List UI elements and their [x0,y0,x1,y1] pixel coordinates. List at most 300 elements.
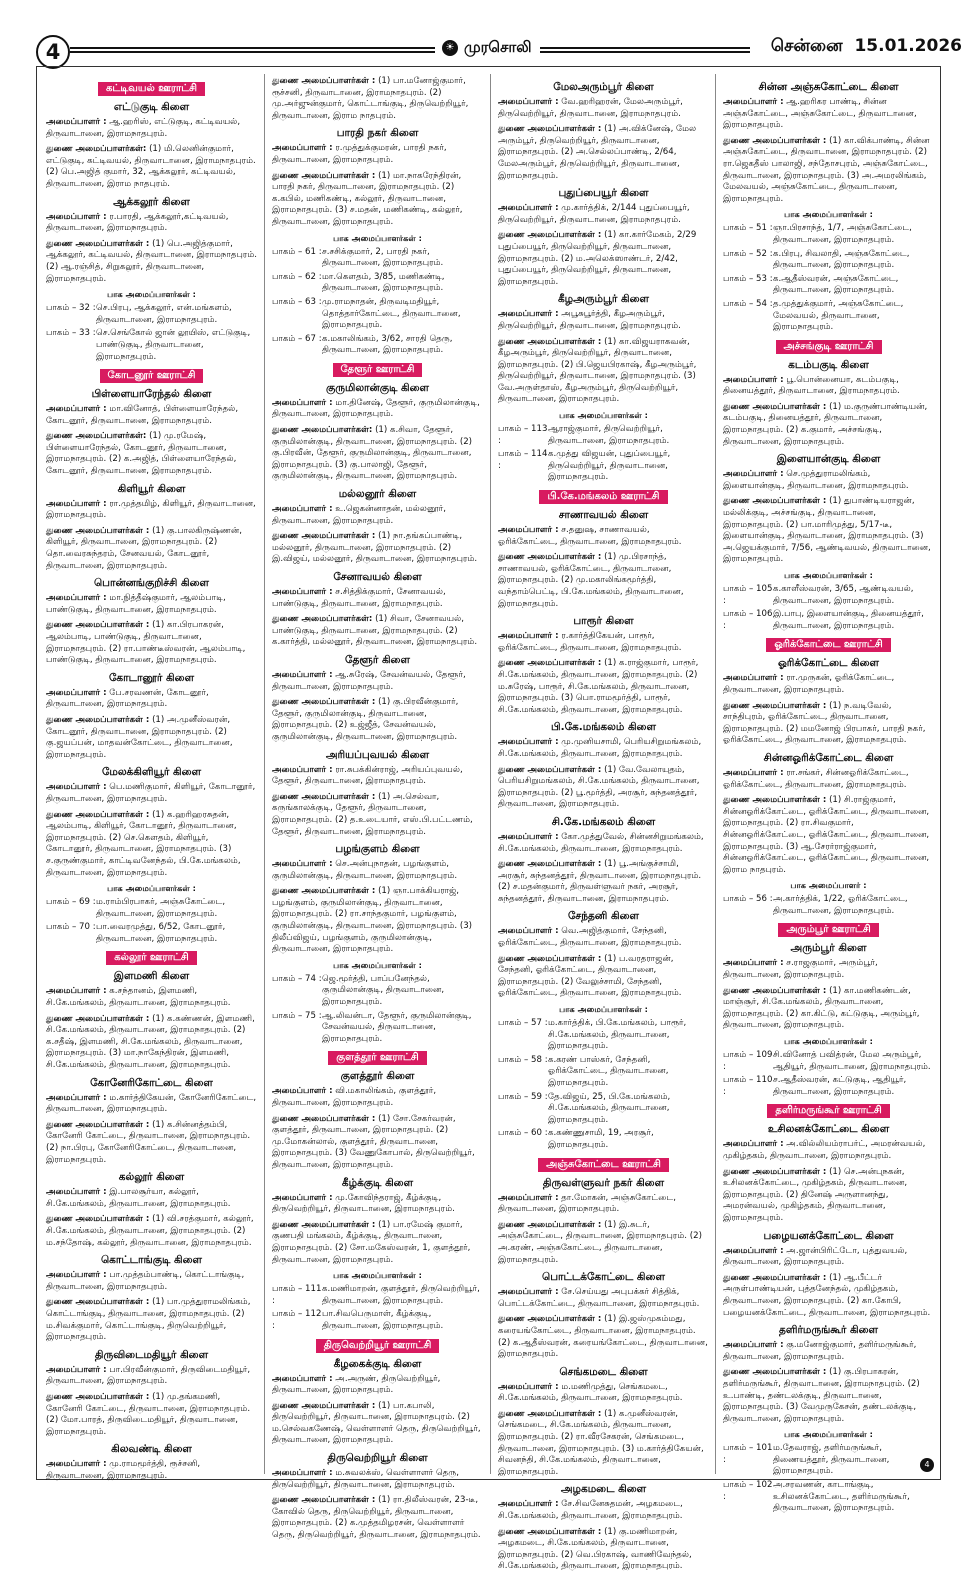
booth-entry [272,297,483,332]
role-label: அமைப்பாளர் : [498,97,559,107]
organiser-details: (1) க.கண்ணன், இளமணி, சி.கே.மங்கலம், திருவாடானை, இராமநாதபுரம். (2) க.சதீஷ், இளமணி, சி.கே.மங்கலம், திருவாடானை, இராமநாதபுரம். (3) மா.நாகேந்திரன், இளமணி, சி.கே.மங்கலம், திருவாடானை, இராமநாதபுரம். [46,1013,255,1071]
organiser-entry [46,239,257,285]
booth-number: பாகம் – 101 : [723,1443,773,1465]
organiser-entry [723,958,934,981]
organiser-details: (1) க.ராஜ்குமார், பாரூர், சி.கே.மங்கலம், திருவாடானை, இராமநாதபுரம். (2) ம.சுரேஷ், பாரூர், சி.கே.மங்கலம், திருவாடானை, இராமநாதபுரம். (3) பொ.ராமமூர்த்தி, பாரூர், சி.கே.மங்கலம், திருவாடானை, இராமநாதபுரம். [498,658,699,715]
booth-number: பாகம் – 59 : [498,1091,548,1102]
organiser-details: ஆ.சுரேஷ், சேவன்வயல், தேளூர், திருவாடானை, இராமநாதபுரம். [272,669,466,692]
booth-number: பாகம் – 32 : [46,303,96,314]
booth-number: பாகம் – 53 : [723,273,773,284]
role-label: அமைப்பாளர் : [46,1364,107,1375]
role-label: அமைப்பாளர் : [723,97,784,107]
branch-heading: பொன்னங்குறிச்சி கிளை [93,577,210,590]
organiser-entry [272,587,483,610]
role-label: அமைப்பாளர் : [723,767,784,778]
branch-heading: திருவள்ளுவர் நகர் கிளை [542,1176,665,1189]
organiser-details: (1) பா.கபாலி, திருவெற்றியூர், திருவாடானை, இராமநாதபுரம். (2) ம.செல்வகணேஷ், வெள்ளாளர் தெரு, திருவெற்றியூர், திருவாடானை, இராமநாதபுரம். [272,1400,481,1446]
role-label: துணை அமைப்பாளர்கள் : [46,1391,150,1402]
role-label: அமைப்பாளர் : [272,859,333,870]
organiser-details: ஆ.ஹரிகர பாண்டி, சின்ன அஞ்சுகோட்டை, அஞ்சுகோட்டை, திருவாடானை, இராமநாதபுரம். [723,97,917,131]
booth-organiser: ச.சசிக்குமார், 2, பாரதி நகர், திருவாடானை, இராமநாதபுரம். [322,246,444,269]
booth-entry [723,299,934,334]
role-label: அமைப்பாளர் : [272,143,333,154]
booth-entry [498,424,709,447]
organiser-entry [46,1187,257,1210]
booth-organiser: த.முத்துக்குமார், அஞ்சுகோட்டை, மேலவயல், திருவாடானை, இராமநாதபுரம். [773,298,904,333]
booth-number: பாகம் – 112 : [272,1309,322,1331]
branch-heading: பழங்குளம் கிளை [335,843,420,856]
organiser-entry [272,859,483,882]
organiser-entry [46,404,257,427]
role-label: அமைப்பாளர் : [723,469,784,480]
booth-organiser: ம.கார்த்திக், பி.கே.மங்கலம், பாரூர், சி.கே.மங்கலம், திருவாடானை, இராமநாதபுரம். [548,1018,687,1052]
organiser-details: வெ.அஜித்குமார், சேந்தனி, ஓரிக்கோட்டை, திருவாடானை, இராமநாதபுரம். [498,926,682,949]
organiser-entry [498,1287,709,1310]
booth-organisers-heading: பாக அமைப்பாளர்கள் : [333,232,422,243]
booth-organisers-heading: பாக அமைப்பாளர்கள் : [333,959,422,970]
role-label: துணை அமைப்பாளர்கள் : [46,1119,150,1130]
booth-entry [272,1309,483,1332]
paper-name: முரசொலி [464,38,532,56]
organiser-entry [46,499,257,522]
organiser-entry [272,765,483,788]
role-label: அமைப்பாளர் : [498,525,559,536]
organiser-details: (1) பா.ரமேஷ் குமார், குணபதி மங்கலம், கீழ்க்குடி, திருவாடானை, இராமநாதபுரம். (2) சோ.மகேஸ்வரன், 1, குளத்தூர், திருவாடானை, இராமநாதபுரம். [272,1219,471,1265]
role-label: துணை அமைப்பாளர்கள் : [272,1400,376,1411]
booth-entry [272,272,483,295]
role-label: துணை அமைப்பாளர்கள் : [498,764,602,775]
role-label: அமைப்பாளர் : [46,211,107,222]
role-label: அமைப்பாளர் : [46,1270,107,1281]
branch-heading: செங்கமடை கிளை [559,1365,648,1378]
organiser-details: பே.சரவணன், கோடனூர், திருவாடானை, இராமநாதபுரம். [46,687,209,710]
booth-entry [272,247,483,270]
organiser-details: (1) மு.தங்கமணி, கோனேரி கோட்டை, திருவாடானை, இராமநாதபுரம். (2) மோ.பாரத், திருவிடைமதியூர், திருவாடானை, இராமநாதபுரம். [46,1391,251,1437]
branch-heading: பாரூர் கிளை [573,615,634,628]
booth-organisers-heading: பாக அமைப்பாளர்கள் : [784,1036,873,1047]
role-label: துணை அமைப்பாளர்கள் : [272,791,376,802]
organiser-details: (1) க.ஹரிஹரசுதன், ஆலம்பாடி, கிளியூர், கோடானூர், திருவாடானை, இராமநாதபுரம். (2) செ.கௌதம், கிளியூர், கோடானூர், திருவாடானை, இராமநாதபுரம். (3) ச.குருண்குமார், காட்டிவனேந்தல், பி.கே.மங்கலம், திருவாடானை, இராமநாதபுரம். [46,809,241,878]
organiser-details: (1) க.சின்னத்தம்பி, கோனேரி கோட்டை, திருவாடானை, இராமநாதபுரம். (2) நா.பிரபு, கோனேரிகோட்டை, திருவாடானை, இராமநாதபுரம். [46,1119,251,1165]
role-label: அமைப்பாளர் : [723,374,784,385]
role-label: துணை அமைப்பாளர்கள் : [272,531,376,542]
booth-organisers-heading: பாக அமைப்பாளர்கள் : [107,883,196,894]
booth-number: பாகம் – 74 : [272,973,322,984]
booth-organiser: செ.செங்கோல் ஜான் லூயிஸ், எட்டுகுடி, பாண்டுகுடி, திருவாடானை, இராமநாதபுரம். [96,328,251,362]
role-label: அமைப்பாளர் : [272,504,333,515]
organiser-details: (1) மு.பிரசாந்த், சாணாவயல், ஓரிக்கோட்டை, திருவாடானை, இராமநாதபுரம். (2) மு.மகாலிங்கமூர்த்தி, வந்தாம்பெட்டி, பி.கே.மங்கலம், திருவாடானை, இராமநாதபுரம். [498,552,684,609]
role-label: அமைப்பாளர் : [272,397,333,408]
booth-number: பாகம் – 61 : [272,246,322,257]
organiser-entry [723,673,934,696]
booth-organiser: க.கரண் பாஸ்கர், சேந்தனி, ஓரிக்கோட்டை, திருவாடானை, இராமநாதபுரம். [548,1054,669,1088]
booth-organiser: பா.வைரமுத்து, 6/52, கோடனூர், திருவாடானை, இராமநாதபுரம். [96,922,226,944]
organiser-entry [272,76,483,122]
organiser-details: ம.மணிமுத்து, செங்கமடை, சி.கே.மங்கலம், திருவாடானை, இராமநாதபுரம். [498,1381,683,1404]
organiser-details: (1) கு.பிரவீன்குமார், தேளூர், குருமிலான்குடி, திருவாடானை, இராமநாதபுரம். (2) உஜ்ஜீத், சேவன்வயல், குருமிலான்குடி, திருவாடானை, இராமநாதபுரம். [272,697,459,742]
organiser-details: (1) இ.ஜஸ்முகம்மது, கரையங்கோட்டை, திருவாடானை, இராமநாதபுரம். (2) க.ஆதீஸ்வரன், கரையங்கோட்டை, திருவாடானை, இராமநாதபுரம். [498,1314,708,1360]
role-label: துணை அமைப்பாளர்கள் : [498,658,602,669]
booth-entry [46,328,257,363]
organiser-details: (1) கு.மணிமாறன், அழகமடை, சி.கே.மங்கலம், திருவாடானை, இராமநாதபுரம். (2) வெ.பிரகாஷ், வாணிவேந்தல், சி.கே.மங்கலம், திருவாடானை, இராமநாதபுரம். [498,1526,692,1572]
role-label: துணை அமைப்பாளர்கள் : [272,886,376,897]
organiser-entry [272,886,483,956]
organiser-entry [46,1392,257,1438]
role-label: துணை அமைப்பாளர்கள் : [723,795,827,806]
branch-heading: இளையான்குடி கிளை [776,453,881,466]
role-label: துணை அமைப்பாளர்கள் : [498,859,602,870]
organiser-entry [272,1220,483,1266]
organiser-entry [498,658,709,716]
booth-entry [723,894,934,917]
role-label: துணை அமைப்பாளர்கள் : [272,76,376,86]
organiser-details: ரா.முருகன், ஓரிக்கோட்டை, திருவாடானை, இராமநாதபுரம். [723,673,895,695]
branch-heading: சாணாவயல் கிளை [558,509,649,522]
branch-heading: மேலக்கிளியூர் கிளை [101,766,202,779]
role-label: அமைப்பாளர் : [272,1086,333,1097]
booth-number: பாகம் – 69 : [46,897,96,908]
organiser-details: (1) ம.குருண்பாண்டியன், கடம்பகுடி, தினையத்தூர், திருவாடானை, இராமநாதபுரம். (2) க.குமார், அச்சங்குடி, திருவாடானை, இராமநாதபுரம். [723,401,928,447]
organiser-details: பா.முத்தம்பாண்டி, கொட்டாங்குடி, திருவாடானை, இராமநாதபுரம். [46,1270,245,1292]
role-label: துணை அமைப்பாளர்கள் : [46,714,150,725]
branch-heading: கோடானூர் கிளை [108,671,195,684]
booth-number: பாகம் – 60 : [498,1128,548,1139]
role-label: அமைப்பாளர் : [46,986,107,997]
role-label: துணை அமைப்பாளர்கள் : [498,1408,602,1419]
organiser-entry [723,1273,934,1319]
header-rule-right [540,47,750,53]
organiser-details: மா.வினோத், பிள்ளையாரேந்தல், கோடனூர், திருவாடானை, இராமநாதபுரம். [46,404,239,426]
organiser-entry [723,136,934,206]
organiser-details: ஆ.ஹரிஸ், எட்டுகுடி, கட்டிவயல், திருவாடானை, இராமநாதபுரம். [46,117,241,139]
organiser-entry [272,398,483,421]
organiser-details: (1) வே.வேலாயுதம், பெரியசிறுமங்கலம், சி.கே.மங்கலம், திருவாடானை, இராமநாதபுரம். (2) பூ.மூர்த்தி, அரசூர், சுந்தனத்தூர், திருவாடானை, இராமநாதபுரம். [498,764,700,810]
organiser-details: (1) வி.சரத்குமார், கல்லூர், சி.கே.மங்கலம், திருவாடானை, இராமநாதபுரம். (2) ம.சந்தோஷ், கல்லூர், திருவாடானை, இராமநாதபுரம். [46,1214,254,1248]
booth-organiser: ஆராஜ்குமார், திருவெற்றியூர், திருவாடானை, இராமநாதபுரம். [548,424,670,446]
branch-heading: கிளியூர் கிளை [117,482,186,495]
footer-page-mark: 4 [920,1458,934,1472]
organiser-entry [498,737,709,760]
column-divider [264,74,265,1474]
booth-entry [723,249,934,272]
edition-date [771,36,962,58]
booth-entry [723,1050,934,1073]
organiser-entry [46,1014,257,1072]
booth-entry [46,303,257,326]
booth-organiser: க.முத்து விஜயன், புதுப்பையூர், திருவெற்றியூர், திருவாடானை, இராமநாதபுரம். [548,449,671,483]
organiser-entry [498,1409,709,1479]
booth-organiser: ஞா.பிரசாந்த், 1/7, அஞ்சுகோட்டை, திருவாடானை, இராமநாதபுரம். [773,223,912,245]
organiser-details: (1) கு.பிரபாகரன், தளிர்மருங்கூர், திருவாடானை, இராமநாதபுரம். (2) உ.பாண்டி, தண்டலக்குடி, திருவாடானை, இராமநாதபுரம். (3) வேமுருகேசன், தண்டலக்குடி, திருவாடானை, இராமநாதபுரம். [723,1367,920,1424]
organiser-entry [46,1214,257,1249]
organiser-entry [46,688,257,711]
booth-entry [723,1443,934,1478]
role-label: துணை அமைப்பாளர்கள் : [46,1013,150,1024]
booth-entry [498,1128,709,1151]
organiser-details: ம.கார்த்திகேயன், கோனேரிகோட்டை, திருவாடானை, இராமநாதபுரம். [46,1092,257,1115]
branch-heading: இளமணி கிளை [113,970,190,983]
organiser-details: (1) அ.செல்வா, கருங்காலக்குடி, தேளூர், திருவாடானை, இராமநாதபுரம். (2) த.உடையார், எஸ்.பி.பட்டணம், தேளூர், திருவாடானை, இராமநாதபுரம். [272,791,473,837]
role-label: துணை அமைப்பாளர்கள் : [272,170,376,181]
organiser-entry [46,117,257,140]
organiser-entry [723,469,934,492]
organiser-entry [272,614,483,649]
organiser-entry [723,768,934,791]
branch-heading: உசிலனக்கோட்டை கிளை [767,1123,890,1136]
booth-organiser: க.கண்ணுசாமி, 19, அரசூர், இராமநாதபுரம். [548,1128,654,1150]
booth-organiser: சி.வினோத் பவித்ரன், மேல அரும்பூர், ஆதியூர், திருவாடானை, இராமநாதபுரம். [773,1050,931,1072]
branch-heading: திருவிடைமதியூர் கிளை [94,1348,209,1361]
role-label: அமைப்பாளர் : [498,926,559,937]
booth-number: பாகம் – 102 : [723,1480,773,1502]
booth-entry [723,1075,934,1098]
role-label: துணை அமைப்பாளர்கள் : [46,620,150,631]
branch-heading: மேலஅரும்பூர் கிளை [553,81,654,93]
organiser-details: பா.பிரவீன்குமார், திருவிடைமதியூர், திருவாடானை, இராமநாதபுரம். [46,1364,251,1387]
organiser-details: (1) செ.அன்புநகன், உசிலனக்கோட்டை, முகிழ்தகம், திருவாடானை, இராமநாதபுரம். (2) தினேஷ் அருளானந்து, அமரன்வயல், முகிழ்தகம், திருவாடானை, இராமநாதபுரம். [723,1166,908,1223]
organiser-details: ரா.சங்கர், சின்னஓரிக்கோட்டை, ஓரிக்கோட்டை, திருவாடானை, இராமநாதபுரம். [723,767,909,790]
role-label: அமைப்பாளர் : [723,1139,784,1150]
organiser-entry [46,620,257,666]
branch-heading: சின்னஓரிக்கோட்டை கிளை [763,751,894,764]
booth-organiser: க.பிரபு, சிவலாதி, அஞ்சுகோட்டை, திருவாடானை, இராமநாதபுரம். [773,248,910,271]
organiser-entry [46,593,257,616]
organiser-entry [498,97,709,120]
organiser-details: ம.சுவலக்ஸ், வெள்ளாளர் தெரு, திருவெற்றியூர், திருவாடானை, இராமநாதபுரம். [272,1468,459,1490]
role-label: அமைப்பாளர் : [498,309,559,320]
booth-number: பாகம் – 113 : [498,424,548,446]
role-label: அமைப்பாளர் : [498,1499,559,1510]
organiser-entry [498,765,709,811]
booth-entry [46,922,257,945]
booth-number: பாகம் – 62 : [272,271,322,282]
role-label: துணை அமைப்பாளர்கள் : [498,552,602,563]
booth-organiser: க.மகாலிங்கம், 3/62, சாரதி தெரு, திருவாடானை, இராமநாதபுரம். [322,333,453,356]
booth-organiser: தே.விஜய், 25, பி.கே.மங்கலம், சி.கே.மங்கலம், திருவாடானை, இராமநாதபுரம். [548,1091,671,1125]
booth-entry [498,449,709,484]
organiser-details: மு.கோவிந்தராஜ், கீழ்க்குடி, திருவெற்றியூர், திருவாடானை, இராமநாதபுரம். [272,1192,455,1215]
organiser-details: (1) பா.முத்துராமலிங்கம், கொட்டாங்குடி, திருவாடானை, இராமநாதபுரம். (2) ம.சிவக்குமார், கொட்டாங்குடி, திருவெற்றியூர், இராமநாதபுரம். [46,1297,251,1343]
role-label: அமைப்பாளர் : [272,669,333,680]
edition-city: சென்னை [770,36,843,56]
organiser-details: சே.செய்யது அபுபக்கர் சித்திக், பொட்டக்கோட்டை, திருவாடானை, இராமநாதபுரம். [498,1287,700,1309]
branch-heading: குருமிலான்குடி கிளை [325,381,430,394]
organiser-entry [723,402,934,448]
organiser-entry [723,986,934,1032]
booth-organiser: க.ஆதீஸ்வரன், அஞ்சுகோட்டை, திருவாடானை, இராமநாதபுரம். [773,273,899,296]
role-label: துணை அமைப்பாளர்கள் : [723,135,827,146]
organiser-entry [46,1297,257,1343]
organiser-details: மா.தினேஷ், தேளூர், குருமிலான்குடி, திருவாடானை, இராமநாதபுரம். [272,397,480,420]
panchayat-heading: ஓரிக்கோட்டை ஊராட்சி [766,638,890,652]
role-label: துணை அமைப்பாளர்கள் : [498,336,602,347]
booth-number: பாகம் – 58 : [498,1054,548,1065]
organiser-details: பெ.மணிகுமார், கிளியூர், கோடானூர், திருவாடானை, இராமநாதபுரம். [46,782,256,804]
organiser-entry [272,792,483,838]
role-label: துணை அமைப்பாளர்கள் : [723,1272,827,1283]
organiser-entry [498,1382,709,1405]
organiser-entry [46,526,257,572]
role-label: அமைப்பாளர் : [46,1187,107,1198]
booth-organiser: செ.பிரபு, ஆக்கலூர், என்.மங்களம், திருவாடானை, இராமநாதபுரம். [96,303,232,325]
booth-entry [272,974,483,1009]
organiser-entry [723,701,934,747]
booth-entry [723,223,934,246]
organiser-entry [498,926,709,949]
booth-organiser: க.காளீஸ்வரன், 3/65, ஆண்டிவயல், திருவாடானை, இராமநாதபுரம். [773,584,914,606]
booth-organiser: அ.சரவணன், காடாங்குடி, உசிலனக்கோட்டை, தளிர்மருங்கூர், திருவாடானை, இராமநாதபுரம். [773,1480,910,1514]
booth-number: பாகம் – 51 : [723,223,773,234]
branch-heading: பொட்டக்கோட்டை கிளை [542,1271,665,1284]
role-label: துணை அமைப்பாளர்கள் : [272,697,376,708]
organiser-entry [46,986,257,1009]
panchayat-heading: கட்டிவயல் ஊராட்சி [98,82,205,96]
booth-number: பாகம் – 70 : [46,922,96,933]
organiser-details: (1) பா.மனோஜ்குமார், ரூச்சனி, திருவாடானை, இராமநாதபுரம். (2) மு.அர்ஜுன்குமார், கொட்டாங்குடி, திருவெற்றியூர், திருவாடானை, இராம நாதபுரம். [272,76,469,121]
role-label: அமைப்பாளர் : [272,1468,333,1479]
organiser-entry [272,1193,483,1216]
panchayat-heading: தேளூர் ஊராட்சி [333,363,423,377]
organiser-entry [272,1468,483,1491]
branch-heading: சேந்தனி கிளை [567,910,640,923]
role-label: துணை அமைப்பாளர்கள் : [723,700,827,711]
role-label: துணை அமைப்பாளர்கள் : [272,1219,376,1230]
booth-organiser: மு.ராமநாதன், திருவடிமதியூர், தொத்தார்கோட்டை, திருவாடானை, இராமநாதபுரம். [322,296,461,331]
booth-number: பாகம் – 75 : [272,1010,322,1021]
organiser-entry [723,375,934,398]
organiser-entry [46,1459,257,1482]
branch-heading: அரும்பூர் கிளை [790,942,867,955]
organiser-details: (1) நா.தங்கப்பாண்டி, மல்லனூர், திருவாடானை, இராமநாதபுரம். (2) இ.விஜய், மல்லனூர், திருவாடானை, இராமநாதபுரம். [272,531,478,565]
role-label: துணை அமைப்பாளர்கள்: [272,614,373,625]
organiser-entry [46,782,257,805]
branch-heading: தளிர்மருங்கூர் கிளை [779,1324,878,1337]
organiser-entry [272,1114,483,1172]
role-label: அமைப்பாளர் : [46,687,107,698]
organiser-entry [723,795,934,876]
organiser-details: (1) பூ.அங்குச்சாமி, அரசூர், சுந்தனத்தூர், திருவாடானை, இராமநாதபுரம். (2) ச.மதன்குமார், திருவள்ளுவர் நகர், அரசூர், சுந்தனத்தூர், திருவாடானை, இராமநாதபுரம். [498,859,702,904]
organiser-entry [498,552,709,610]
organiser-details: செ.அன்புநாதன், பழங்குளம், குருமிலான்குடி, திருவாடானை, இராமநாதபுரம். [272,859,458,881]
organiser-entry [498,1220,709,1266]
organiser-details: ச.சித்திக்குமார், சேனாவயல், பாண்டுகுடி, திருவாடானை, இராமநாதபுரம். [272,587,446,609]
role-label: துணை அமைப்பாளர்கள் : [46,1297,150,1308]
branch-heading: ஆக்கலூர் கிளை [113,195,190,208]
role-label: துணை அமைப்பாளர்கள் : [498,230,602,241]
booth-number: பாகம் – 52 : [723,248,773,259]
organiser-entry [272,531,483,566]
branch-heading: அழகமடை கிளை [560,1483,647,1496]
sun-logo-icon: ☀ [442,40,458,56]
role-label: துணை அமைப்பாளர்கள் : [498,1219,602,1230]
organiser-entry [498,203,709,226]
role-label: துணை அமைப்பாளர்கள் : [723,985,827,996]
organiser-details: இ.பாலசூர்யா, கல்லூர், சி.கே.மங்கலம், திருவாடானை, இராமநாதபுரம். [46,1187,231,1209]
organiser-entry [498,1527,709,1573]
booth-entry [723,584,934,607]
role-label: துணை அமைப்பாளர்கள் : [498,1526,602,1537]
organiser-entry [498,1499,709,1522]
column-divider [490,74,491,1474]
organiser-details: மு.கார்த்திக், 2/144 புதுப்பையூர், திருவெற்றியூர், திருவாடானை, இராமநாதபுரம். [498,203,690,225]
organiser-entry [46,715,257,761]
panchayat-heading: கல்லூர் ஊராட்சி [106,951,196,965]
organiser-details: செ.முத்துராமலிங்கம், இளையான்குடி, திருவாடானை, இராமநாதபுரம். [723,469,909,491]
booth-number: பாகம் – 111 : [272,1284,322,1306]
branch-heading: சி.கே.மங்கலம் கிளை [551,815,656,828]
organiser-details: மு.முனியசாமி, பெரியசிறுமங்கலம், சி.கே.மங்கலம், திருவாடானை, இராமநாதபுரம். [498,737,702,759]
organiser-entry [46,1093,257,1116]
booth-number: பாகம் – 110 : [723,1075,773,1097]
booth-entry [498,1092,709,1127]
booth-organiser: அ.கார்த்திக், 1/22, ஓரிக்கோட்டை, திருவாடானை, இராமநாதபுரம். [773,894,908,916]
branch-heading: கோனேரிகோட்டை கிளை [90,1076,213,1089]
organiser-entry [46,810,257,880]
panchayat-heading: அச்சங்குடி ஊராட்சி [776,340,882,354]
organiser-entry [498,1314,709,1360]
booth-organisers-heading: பாக அமைப்பாளர்கள் : [784,209,873,220]
organiser-entry [498,124,709,182]
organiser-entry [46,212,257,235]
organiser-details: (1) அ.முனீஸ்வரன், கோடனூர், திருவாடானை, இராமநாதபுரம். (2) கு.ஜயப்பன், மாதவன்கோட்டை, திருவாடானை, இராமநாதபுரம். [46,714,233,760]
organiser-entry [272,171,483,229]
column-1 [46,76,257,1481]
booth-organiser: மா.கௌதம், 3/85, மணிகண்டி, திருவாடானை, இராமநாதபுரம். [322,271,445,294]
masthead [0,0,972,62]
organiser-details: (1) மு.ரமேஷ், பிள்ளையாரேந்தல், கோடனூர், திருவாடானை, இராமநாதபுரம். (2) க.அஜித், பிள்ளையாரேந்தல், கோடனூர், திருவாடானை, இராமநாதபுரம். [46,431,237,477]
organiser-details: (1) மா.நாகரேந்திரன், பாரதி நகர், திருவாடானை, இராமநாதபுரம். (2) க.கபில், மணிகண்டி, கல்லூர், திருவாடானை, இராமநாதபுரம். (3) ச.மதன், மணிகண்டி, கல்லூர், திருவாடானை, இராமநாதபுரம். [272,170,463,227]
role-label: துணை அமைப்பாளர்கள்: [46,144,147,155]
role-label: துணை அமைப்பாளர்கள் : [723,496,827,507]
organiser-entry [498,832,709,855]
organiser-details: வி.மகாலிங்கம், குளத்தூர், திருவாடானை, இராமநாதபுரம். [272,1086,437,1108]
organiser-entry [272,504,483,527]
role-label: அமைப்பாளர் : [498,1381,559,1392]
role-label: துணை அமைப்பாளர்கள் : [723,1367,827,1378]
booth-entry [498,1018,709,1053]
organiser-entry [723,496,934,566]
role-label: அமைப்பாளர் : [498,631,559,642]
booth-number: பாகம் – 33 : [46,328,96,339]
role-label: துணை அமைப்பாளர்கள் : [723,401,827,412]
role-label: அமைப்பாளர் : [46,498,107,509]
organiser-entry [272,1401,483,1447]
role-label: துணை அமைப்பாளர்கள் : [272,1113,376,1124]
organiser-details: ர.கார்த்திகேயன், பாரூர், ஓரிக்கோட்டை, திருவாடானை, இராமநாதபுரம். [498,631,682,653]
organiser-details: கோ.முத்துவேல், சின்னசிறுமங்கலம், சி.கே.மங்கலம், திருவாடானை, இராமநாதபுரம். [498,831,704,854]
organiser-entry [272,1086,483,1109]
organiser-entry [723,1167,934,1225]
booth-organisers-heading: பாக அமைப்பாளர்கள் : [559,1004,648,1015]
organiser-details: (1) கா.கார்மேகம், 2/29 புதுப்பையூர், திருவெற்றியூர், திருவாடானை, இராமநாதபுரம். (2) ம.அலெக்ஸாண்டர், 2/42, புதுப்பையூர், திருவெற்றியூர், திருவாடானை, இராமநாதபுரம். [498,230,697,287]
booth-organiser: ம.ராம்பிரபாகர், அஞ்சுகோட்டை, திருவாடானை, இராமநாதபுரம். [96,897,226,919]
branch-heading: புதுப்பையூர் கிளை [558,187,649,200]
organiser-details: பூ.பொன்னையா, கடம்பகுடி, தினையத்தூர், திருவாடானை, இராமநாதபுரம். [723,374,900,397]
column-4 [723,76,934,1514]
organiser-details: அ.ஜான்பிரிட்டோ, புத்துவயல், திருவாடானை, இராமநாதபுரம். [723,1245,908,1268]
organiser-details: (1) க.சிவா, தேளூர், குருமிலான்குடி, திருவாடானை, இராமநாதபுரம். (2) கு.பிரவீன், தேளூர், குருமிலான்குடி, திருவாடானை, இராமநாதபுரம். (3) கு.பாலாஜி, தேளூர், குருமிலான்குடி, திருவாடானை, இராமநாதபுரம். [272,425,473,482]
organiser-details: தா.மோகன், அஞ்சுகோட்டை, திருவாடானை, இராமநாதபுரம். [498,1192,676,1215]
branch-heading: எட்டுகுடி கிளை [113,101,190,113]
booth-entry [272,1011,483,1046]
organiser-details: (1) ஆ.பீட்டர் அருள்பாண்டியன், புத்தனேந்தல், முகிழ்தகம், திருவாடானை, இராமநாதபுரம். (2) கா.கோபி, பழையனக்கோட்டை, திருவாடானை, இராமநாதபுரம். [723,1272,931,1318]
organiser-entry [498,337,709,407]
organiser-details: ர.பாரதி, ஆக்கலூர்,கட்டிவயல், திருவாடானை, இராமநாதபுரம். [46,211,229,234]
booth-organisers-heading: பாக அமைப்பாளர்கள் : [559,410,648,421]
branch-heading: ஓரிக்கோட்டை கிளை [777,657,880,670]
booth-number: பாகம் – 109 : [723,1050,773,1072]
branch-heading: சேனாவயல் கிளை [333,571,422,583]
